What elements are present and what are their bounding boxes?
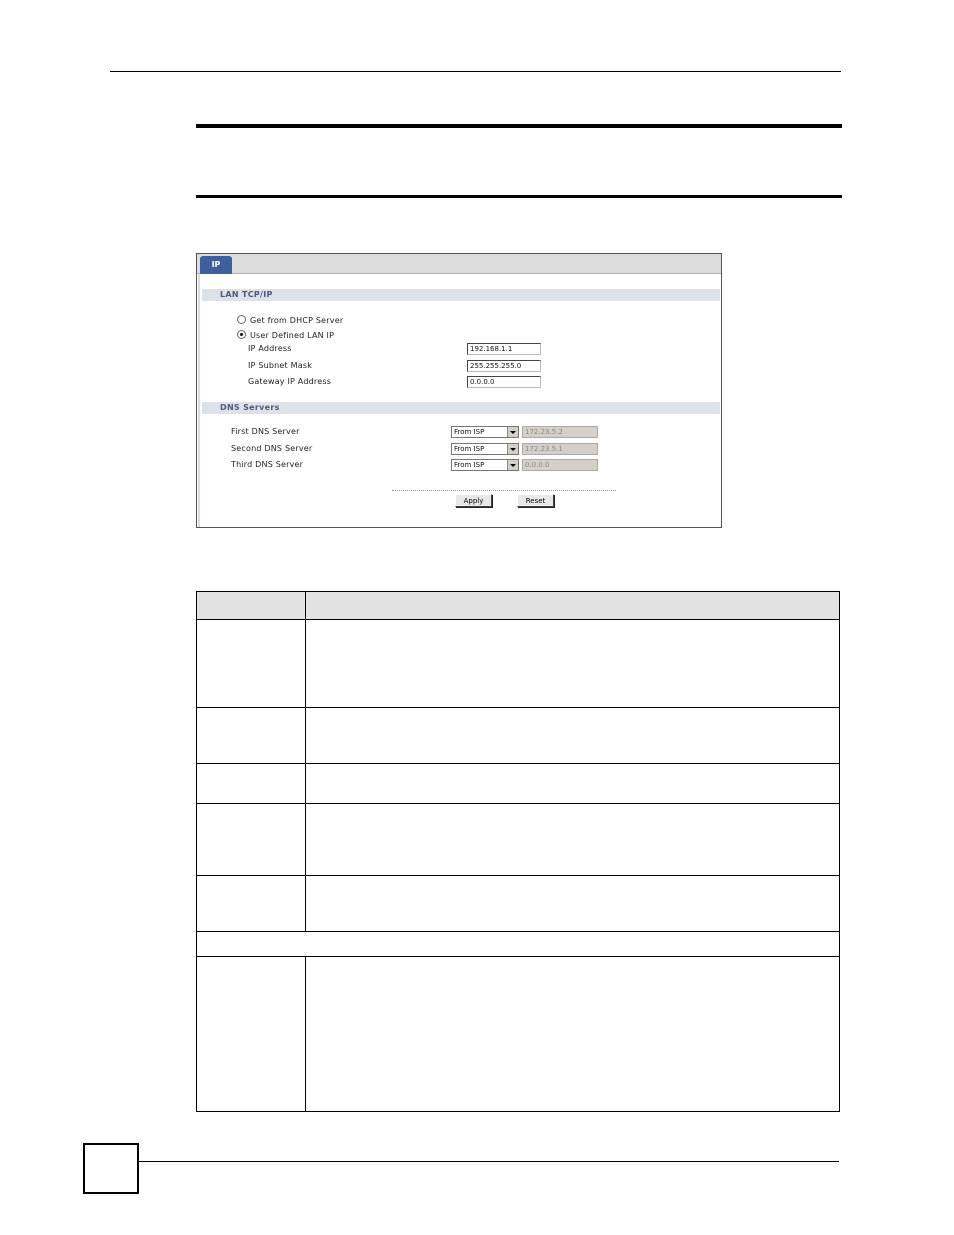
second-dns-server-label: Second DNS Server <box>231 444 313 453</box>
tab-ip[interactable]: IP <box>200 256 232 274</box>
page-number-box <box>83 1143 139 1194</box>
gateway-ip-address-input[interactable] <box>467 376 541 388</box>
table-column-divider <box>305 957 306 1111</box>
chevron-down-icon[interactable] <box>507 444 518 454</box>
second-dns-server-select[interactable] <box>451 443 519 455</box>
table-row <box>197 804 839 876</box>
gateway-ip-address-label: Gateway IP Address <box>248 377 332 386</box>
third-dns-server-ip: 0.0.0.0 <box>522 459 598 471</box>
figure-title-top-rule <box>196 124 842 128</box>
chevron-down-icon[interactable] <box>507 460 518 470</box>
first-dns-server-select[interactable] <box>451 426 519 438</box>
radio-get-from-dhcp-label: Get from DHCP Server <box>250 316 344 325</box>
ip-address-input[interactable] <box>467 343 541 355</box>
dns-servers-section-title: DNS Servers <box>220 403 280 412</box>
ip-subnet-mask-label: IP Subnet Mask <box>248 361 313 370</box>
third-dns-server-select[interactable] <box>451 459 519 471</box>
reset-button[interactable]: Reset <box>517 494 554 507</box>
radio-get-from-dhcp[interactable] <box>237 315 246 324</box>
table-column-divider <box>305 592 306 932</box>
second-dns-server-select-value: From ISP <box>454 445 485 453</box>
ip-address-label: IP Address <box>248 344 292 353</box>
first-dns-server-ip: 172.23.5.2 <box>522 426 598 438</box>
lan-tcpip-section-title: LAN TCP/IP <box>220 290 273 299</box>
table-row <box>197 708 839 764</box>
ip-config-panel <box>196 253 722 528</box>
first-dns-server-label: First DNS Server <box>231 427 300 436</box>
first-dns-server-select-value: From ISP <box>454 428 485 436</box>
second-dns-server-ip: 172.23.5.1 <box>522 443 598 455</box>
ip-subnet-mask-input[interactable] <box>467 360 541 372</box>
field-description-table <box>196 591 840 1112</box>
third-dns-server-select-value: From ISP <box>454 461 485 469</box>
table-row <box>197 764 839 804</box>
apply-button[interactable]: Apply <box>455 494 492 507</box>
figure-title-bottom-rule <box>196 195 842 198</box>
lan-tcpip-section-header <box>202 289 720 301</box>
page-header-rule <box>110 71 841 72</box>
table-header-row <box>197 592 839 620</box>
table-row <box>197 620 839 708</box>
chevron-down-icon[interactable] <box>507 427 518 437</box>
table-section-row <box>197 932 839 957</box>
radio-user-defined-lan-ip[interactable] <box>237 330 246 339</box>
radio-user-defined-lan-ip-label: User Defined LAN IP <box>250 331 335 340</box>
panel-left-rule <box>198 274 200 527</box>
page-footer-rule <box>139 1161 839 1162</box>
button-divider <box>392 490 616 491</box>
dns-servers-section-header <box>202 402 720 414</box>
table-row <box>197 876 839 932</box>
third-dns-server-label: Third DNS Server <box>231 460 304 469</box>
tab-bar <box>197 254 721 274</box>
